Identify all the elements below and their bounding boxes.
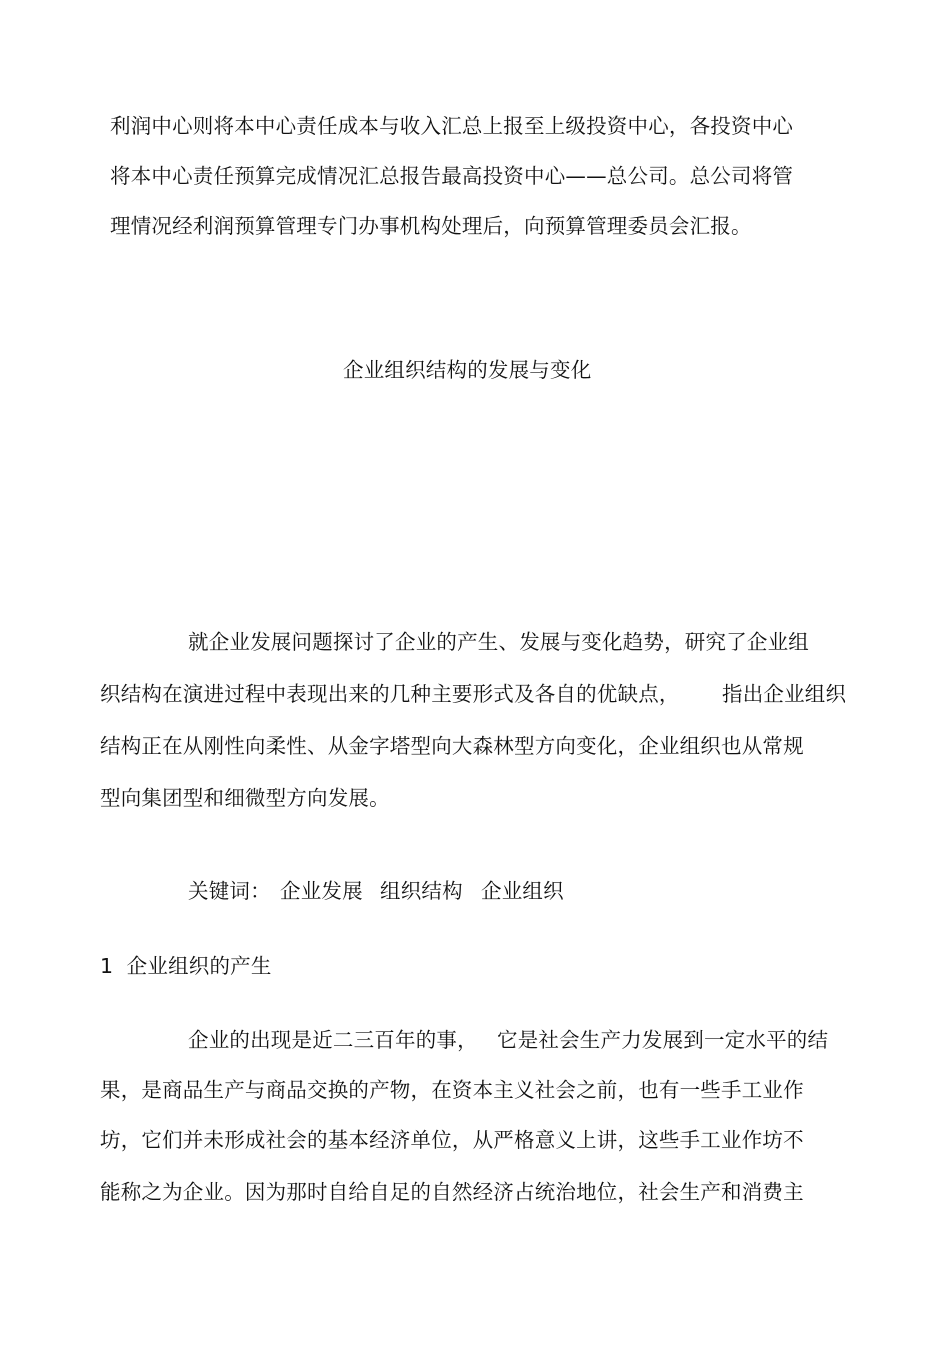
- keyword-2: 组织结构: [380, 879, 463, 903]
- keyword-1: 企业发展: [280, 879, 363, 903]
- section-line-2: 果，是商品生产与商品交换的产物，在资本主义社会之前，也有一些手工业作: [100, 1078, 804, 1102]
- intro-line-2: 将本中心责任预算完成情况汇总报告最高投资中心——总公司。总公司将管: [110, 164, 794, 188]
- abstract-line-4: 型向集团型和细微型方向发展。: [100, 786, 390, 810]
- abstract-line-3: 结构正在从刚性向柔性、从金字塔型向大森林型方向变化，企业组织也从常规: [100, 734, 804, 758]
- section-line-4: 能称之为企业。因为那时自给自足的自然经济占统治地位，社会生产和消费主: [100, 1180, 804, 1204]
- intro-line-1: 利润中心则将本中心责任成本与收入汇总上报至上级投资中心，各投资中心: [110, 114, 794, 138]
- keyword-3: 企业组织: [481, 879, 564, 903]
- section-line-1b: 它是社会生产力发展到一定水平的结: [497, 1028, 829, 1052]
- section-line-3: 坊，它们并未形成社会的基本经济单位，从严格意义上讲，这些手工业作坊不: [100, 1128, 804, 1152]
- keywords-label: 关键词：: [188, 879, 271, 903]
- intro-line-3: 理情况经利润预算管理专门办事机构处理后，向预算管理委员会汇报。: [110, 214, 752, 238]
- abstract-line-2b: 指出企业组织: [722, 682, 847, 706]
- section-heading: 1 企业组织的产生: [100, 954, 272, 978]
- abstract-line-1: 就企业发展问题探讨了企业的产生、发展与变化趋势，研究了企业组: [188, 630, 809, 654]
- abstract-line-2: 织结构在演进过程中表现出来的几种主要形式及各自的优缺点，: [100, 682, 680, 706]
- article-title: 企业组织结构的发展与变化: [343, 358, 592, 382]
- section-line-1a: 企业的出现是近二三百年的事，: [188, 1028, 478, 1052]
